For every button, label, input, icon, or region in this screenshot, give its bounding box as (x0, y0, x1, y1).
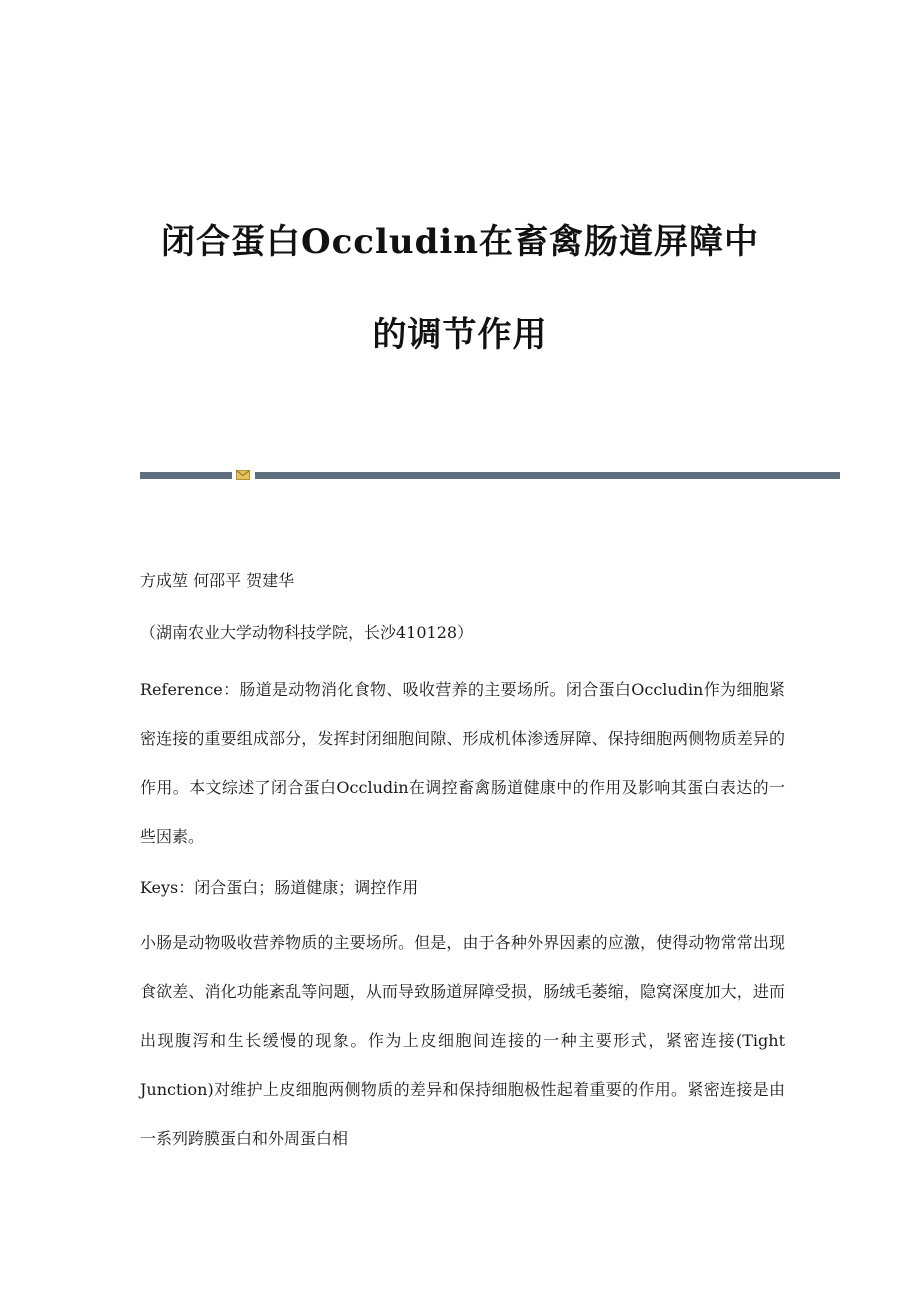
paper-title-line-1: 闭合蛋白Occludin在畜禽肠道屏障中 (160, 222, 760, 262)
authors: 方成堃 何邵平 贺建华 (140, 571, 295, 590)
envelope-icon (236, 470, 250, 480)
keywords: Keys：闭合蛋白；肠道健康；调控作用 (140, 878, 419, 897)
divider-bar-right (255, 472, 840, 479)
paper-title-line-2: 的调节作用 (372, 315, 548, 355)
title-divider (140, 470, 840, 480)
body-paragraph: 小肠是动物吸收营养物质的主要场所。但是，由于各种外界因素的应激，使得动物常常出现食欲差、消化功能紊乱等问题，从而导致肠道屏障受损，肠绒毛萎缩，隐窝深度加大，进而出现腹泻和生长缓慢的现象。作为上皮细胞间连接的一种主要形式，紧密连接(Tight Junction)对维护上皮细胞两侧物质的差异和保持细胞极性起着重要的作用。紧密连接是由一系列跨膜蛋白和外周蛋白相 (140, 933, 785, 1148)
affiliation: （湖南农业大学动物科技学院，长沙410128） (140, 623, 474, 642)
divider-bar-left (140, 472, 232, 479)
abstract: Reference：肠道是动物消化食物、吸收营养的主要场所。闭合蛋白Occludin作为细胞紧密连接的重要组成部分，发挥封闭细胞间隙、形成机体渗透屏障、保持细胞两侧物质差异的作用。本文综述了闭合蛋白Occludin在调控畜禽肠道健康中的作用及影响其蛋白表达的一些因素。 (140, 680, 785, 846)
